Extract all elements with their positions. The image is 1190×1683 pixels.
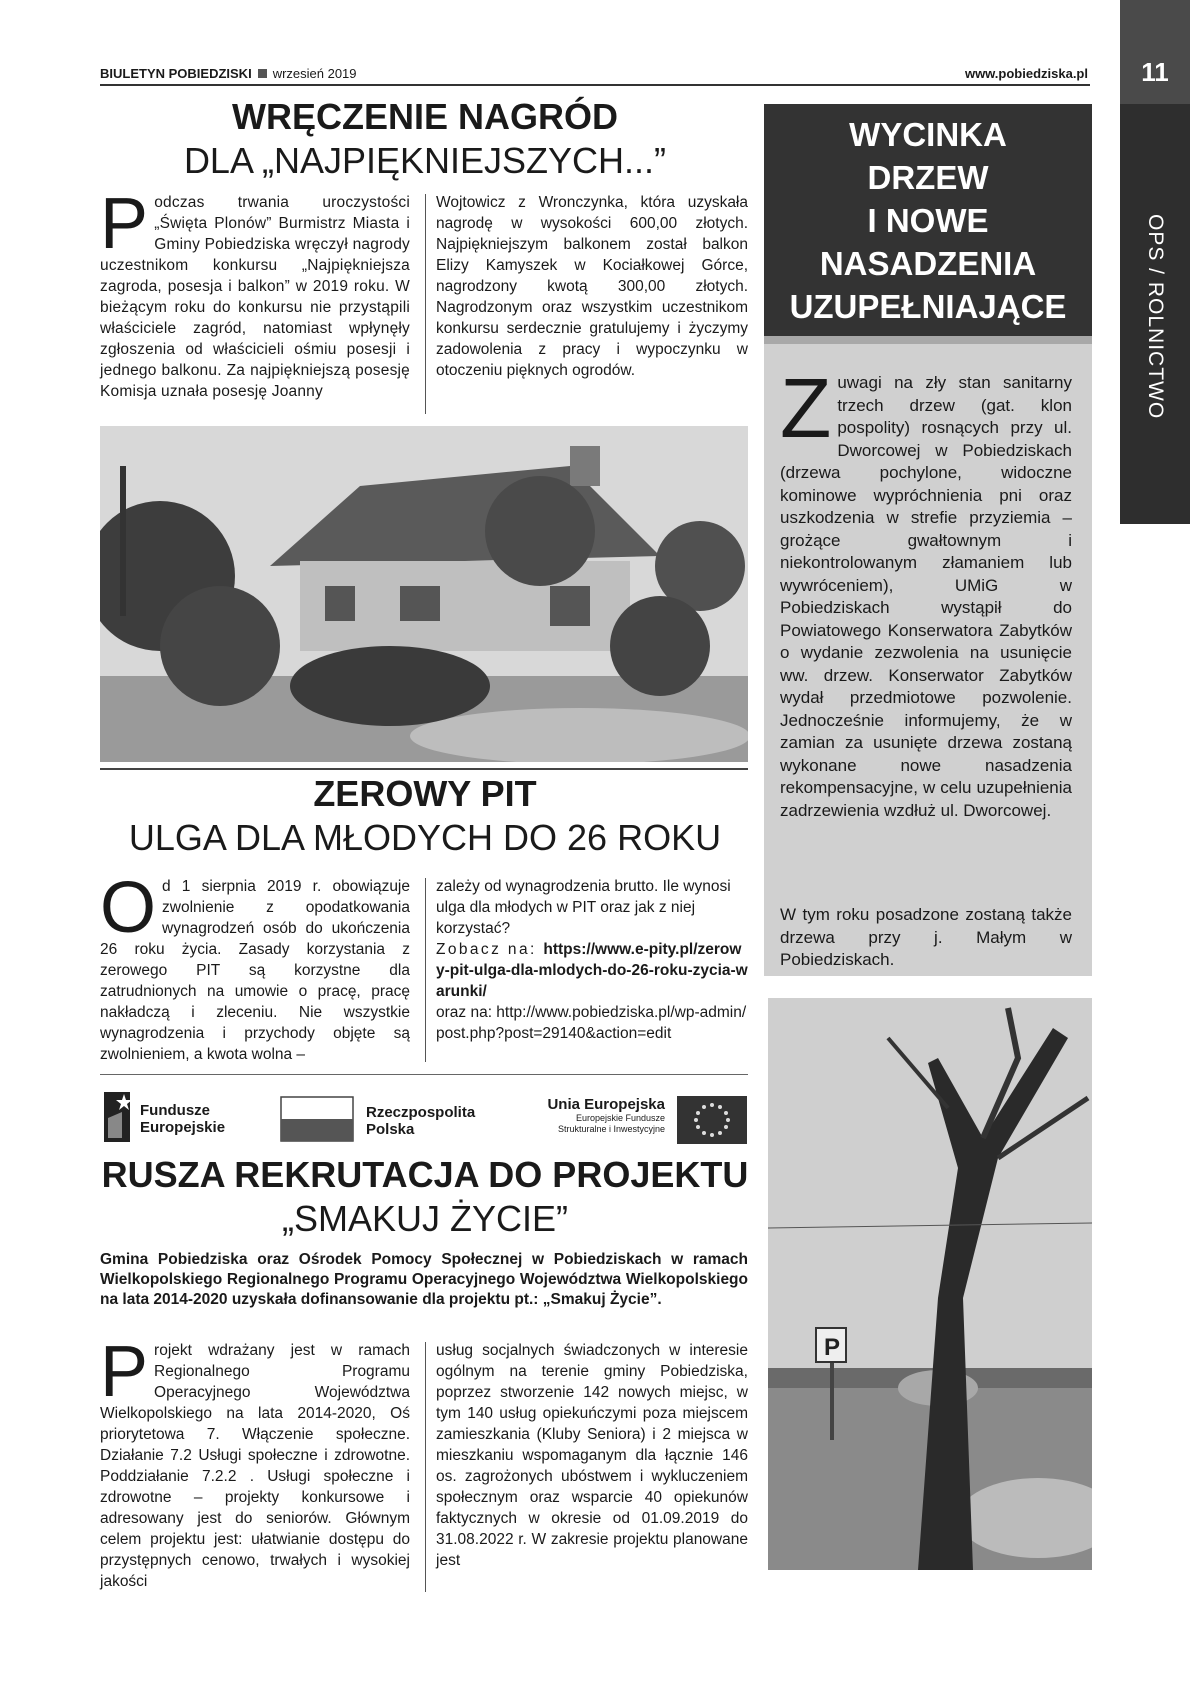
rp-line1: Rzeczpospolita [366,1104,476,1121]
article2-dropcap: O [100,868,157,948]
ue-title: Unia Europejska [547,1096,665,1113]
square-bullet-icon [258,69,267,78]
article2-see-label: Zobacz na: [436,941,544,958]
article3-lead: Gmina Pobiedziska oraz Ośrodek Pomocy Społecznej w Pobiedziskach w ramach Wielkopolskiego Regionalnego Programu Operacyjnego Województwa Wielkopolskiego na lata 2014-2020 uzyskała dofinansowanie dla projektu pt.: „Smakuj Życie”. [100,1251,748,1308]
ue-sub2: Strukturalne i Inwestycyjne [557,1124,665,1134]
column-divider [425,1342,426,1592]
fundusze-line2: Europejskie [140,1119,226,1136]
rzeczpospolita-logo [280,1096,490,1144]
parking-sign-letter: P [824,1334,841,1361]
issue-date: wrzesień 2019 [272,66,357,81]
publication-name: BIULETYN POBIEDZISKI [100,66,252,81]
fundusze-europejskie-logo [100,1088,250,1148]
article2-title: ZEROWY PIT [313,773,537,814]
epity-link[interactable]: https://www.e-pity.pl/zerowy-pit-ulga-dla-mlodych-do-26-roku-zycia-warunki/ [436,941,748,1000]
article3-subtitle: „SMAKUJ ŻYCIE” [281,1198,568,1239]
article2-col2-text: zależy od wynagrodzenia brutto. Ile wynosi ulga dla młodych w PIT oraz jak z niej korzystać? [436,878,731,937]
rp-text [366,1104,475,1138]
header-publication [100,66,357,81]
rp-line2: Polska [366,1121,415,1138]
header-website[interactable]: www.pobiedziska.pl [964,66,1088,81]
sidebar-dropcap: Z [780,361,832,455]
section-label: OPS / ROLNICTWO [1144,214,1167,420]
article1-title: WRĘCZENIE NAGRÓD [232,96,618,137]
article1-col2: Wojtowicz z Wronczynka, która uzyskała nagrodę w wysokości 600,00 złotych. Najpiękniejszym balkonem został balkon Elizy Kamyszek w Kociałkowej Górce, nagrodzony kwotą 300,00 złotych. Nagrodzonym oraz wszystkim uczestnikom konkursu serdecznie gratulujemy i życzymy zadowolenia z pracy i wypoczynku w otoczeniu pięknych ogrodów. [436,194,748,379]
sidebar-title-line5: UZUPEŁNIAJĄCE [789,287,1067,325]
article2-col2 [436,876,748,1044]
ue-sub1: Europejskie Fundusze [575,1113,665,1123]
article3-col2: usług socjalnych świadczonych w interesie ogólnym na terenie gminy Pobiedziska, poprzez stworzenie 142 nowych miejsc, w tym 140 usług opiekuńczymi poza miejscem zamieszkania (Kluby Seniora) i 2 miejsca w mieszkaniu wspomaganym dla łącznie 146 os. zagrożonych ubóstwem i wykluczeniem społecznym oraz wsparcie 40 opiekunów faktycznych w okresie od 01.09.2019 do 31.08.2022 r. W zakresie projektu planowane jest [436,1342,748,1569]
pobiedziska-link[interactable]: oraz na: http://www.pobiedziska.pl/wp-admin/post.php?post=29140&action=edit [436,1004,747,1042]
sidebar-title-line2: DRZEW [867,158,989,196]
column-divider [425,194,426,414]
column-divider [425,878,426,1062]
article2-col1 [100,868,410,1065]
fundusze-star-icon [100,1088,134,1146]
sidebar-title-line4: NASADZENIA [819,244,1037,282]
article2-subtitle: ULGA DLA MŁODYCH DO 26 ROKU [128,817,722,858]
article1-col1-text: odczas trwania uroczystości „Święta Plonów” Burmistrz Miasta i Gminy Pobiedziska wręczył nagrody uczestnikom konkursu „Najpiękniejsza zagroda, posesja i balkon” w 2019 roku. W bieżącym roku do konkursu nie przystąpili właściciele zagród, natomiast wpłynęły zgłoszenia od właścicieli ośmiu posesji i jednego balkonu. Za najpiękniejszą posesję Komisja uznała posesję Joanny [100,194,410,400]
article3-col1-text: rojekt wdrażany jest w ramach Regionalnego Programu Operacyjnego Województwa Wielkopolskiego na lata 2014-2020, Oś priorytetowa 7. Włączenie społeczne. Działanie 7.2 Usługi społeczne i zdrowotne. Poddziałanie 7.2.2 . Usługi społeczne i zdrowotne – projekty konkursowe i adresowany jest do seniorów. Głównym celem projektu jest: ułatwianie dostępu do przystępnych cenowo, trwałych i wysokiej jakości [100,1342,410,1590]
article2-col1-text: d 1 sierpnia 2019 r. obowiązuje zwolnienie z opodatkowania wynagrodzeń osób do ukończenia 26 roku życia. Zasady korzystania z zerowego PIT są korzystne dla zatrudnionych na umowie o pracę, pracę nakładczą i zleceniu. Nie wszystkie wynagrodzenia i przychody objęte są zwolnieniem, a kwota wolna – [100,878,410,1063]
article1-subtitle: DLA „NAJPIĘKNIEJSZYCH...” [183,140,667,181]
sidebar-title [764,104,1092,336]
sidebar-strip [764,336,1092,344]
tree-street-photo [768,998,1092,1570]
sidebar-para1-text: uwagi na zły stan sanitarny trzech drzew (gat. klon pospolity) rosnących przy ul. Dworcowej w Pobiedziskach (drzewa pochylone, widoczne kominowe wypróchnienia pni oraz uszkodzenia w strefie przyziemia – grożące gwałtownym i niekontrolowanym złamaniem lub wywróceniem), UMiG w Pobiedziskach wystąpił do Powiatowego Konserwatora Zabytków o wydanie zezwolenia na usunięcie ww. drzew. Konserwator Zabytków wydał przedmiotowe pozwolenie. Jednocześnie informujemy, że w zamian za usunięte drzewa zostaną wykonane nowe nasadzenia rekompensacyjne, w celu uzupełnienia zadrzewienia wzdłuż ul. Dworcowej. [780,373,1072,820]
fundusze-text [140,1102,225,1136]
unia-europejska-logo [525,1094,749,1148]
sidebar-paragraph2: W tym roku posadzone zostaną także drzewa przy j. Małym w Pobiedziskach. [780,905,1072,969]
ue-text [525,1096,665,1135]
section-divider [100,768,748,770]
sidebar-paragraph1 [780,361,1072,822]
section-divider [100,1074,748,1075]
sidebar-title-line1: WYCINKA [849,115,1007,153]
eu-flag-icon [677,1096,747,1144]
article3-dropcap: P [100,1332,149,1412]
page-number: 11 [1120,0,1190,104]
article3-title: RUSZA REKRUTACJA DO PROJEKTU [101,1154,749,1195]
polish-flag-icon [280,1096,354,1142]
article1-dropcap: P [100,184,149,264]
article1-col1 [100,184,410,402]
article3-col1 [100,1332,410,1592]
header-divider [100,84,1090,86]
fundusze-line1: Fundusze [140,1102,210,1119]
sidebar-title-line3: I NOWE [867,201,989,239]
house-garden-photo [100,426,748,762]
